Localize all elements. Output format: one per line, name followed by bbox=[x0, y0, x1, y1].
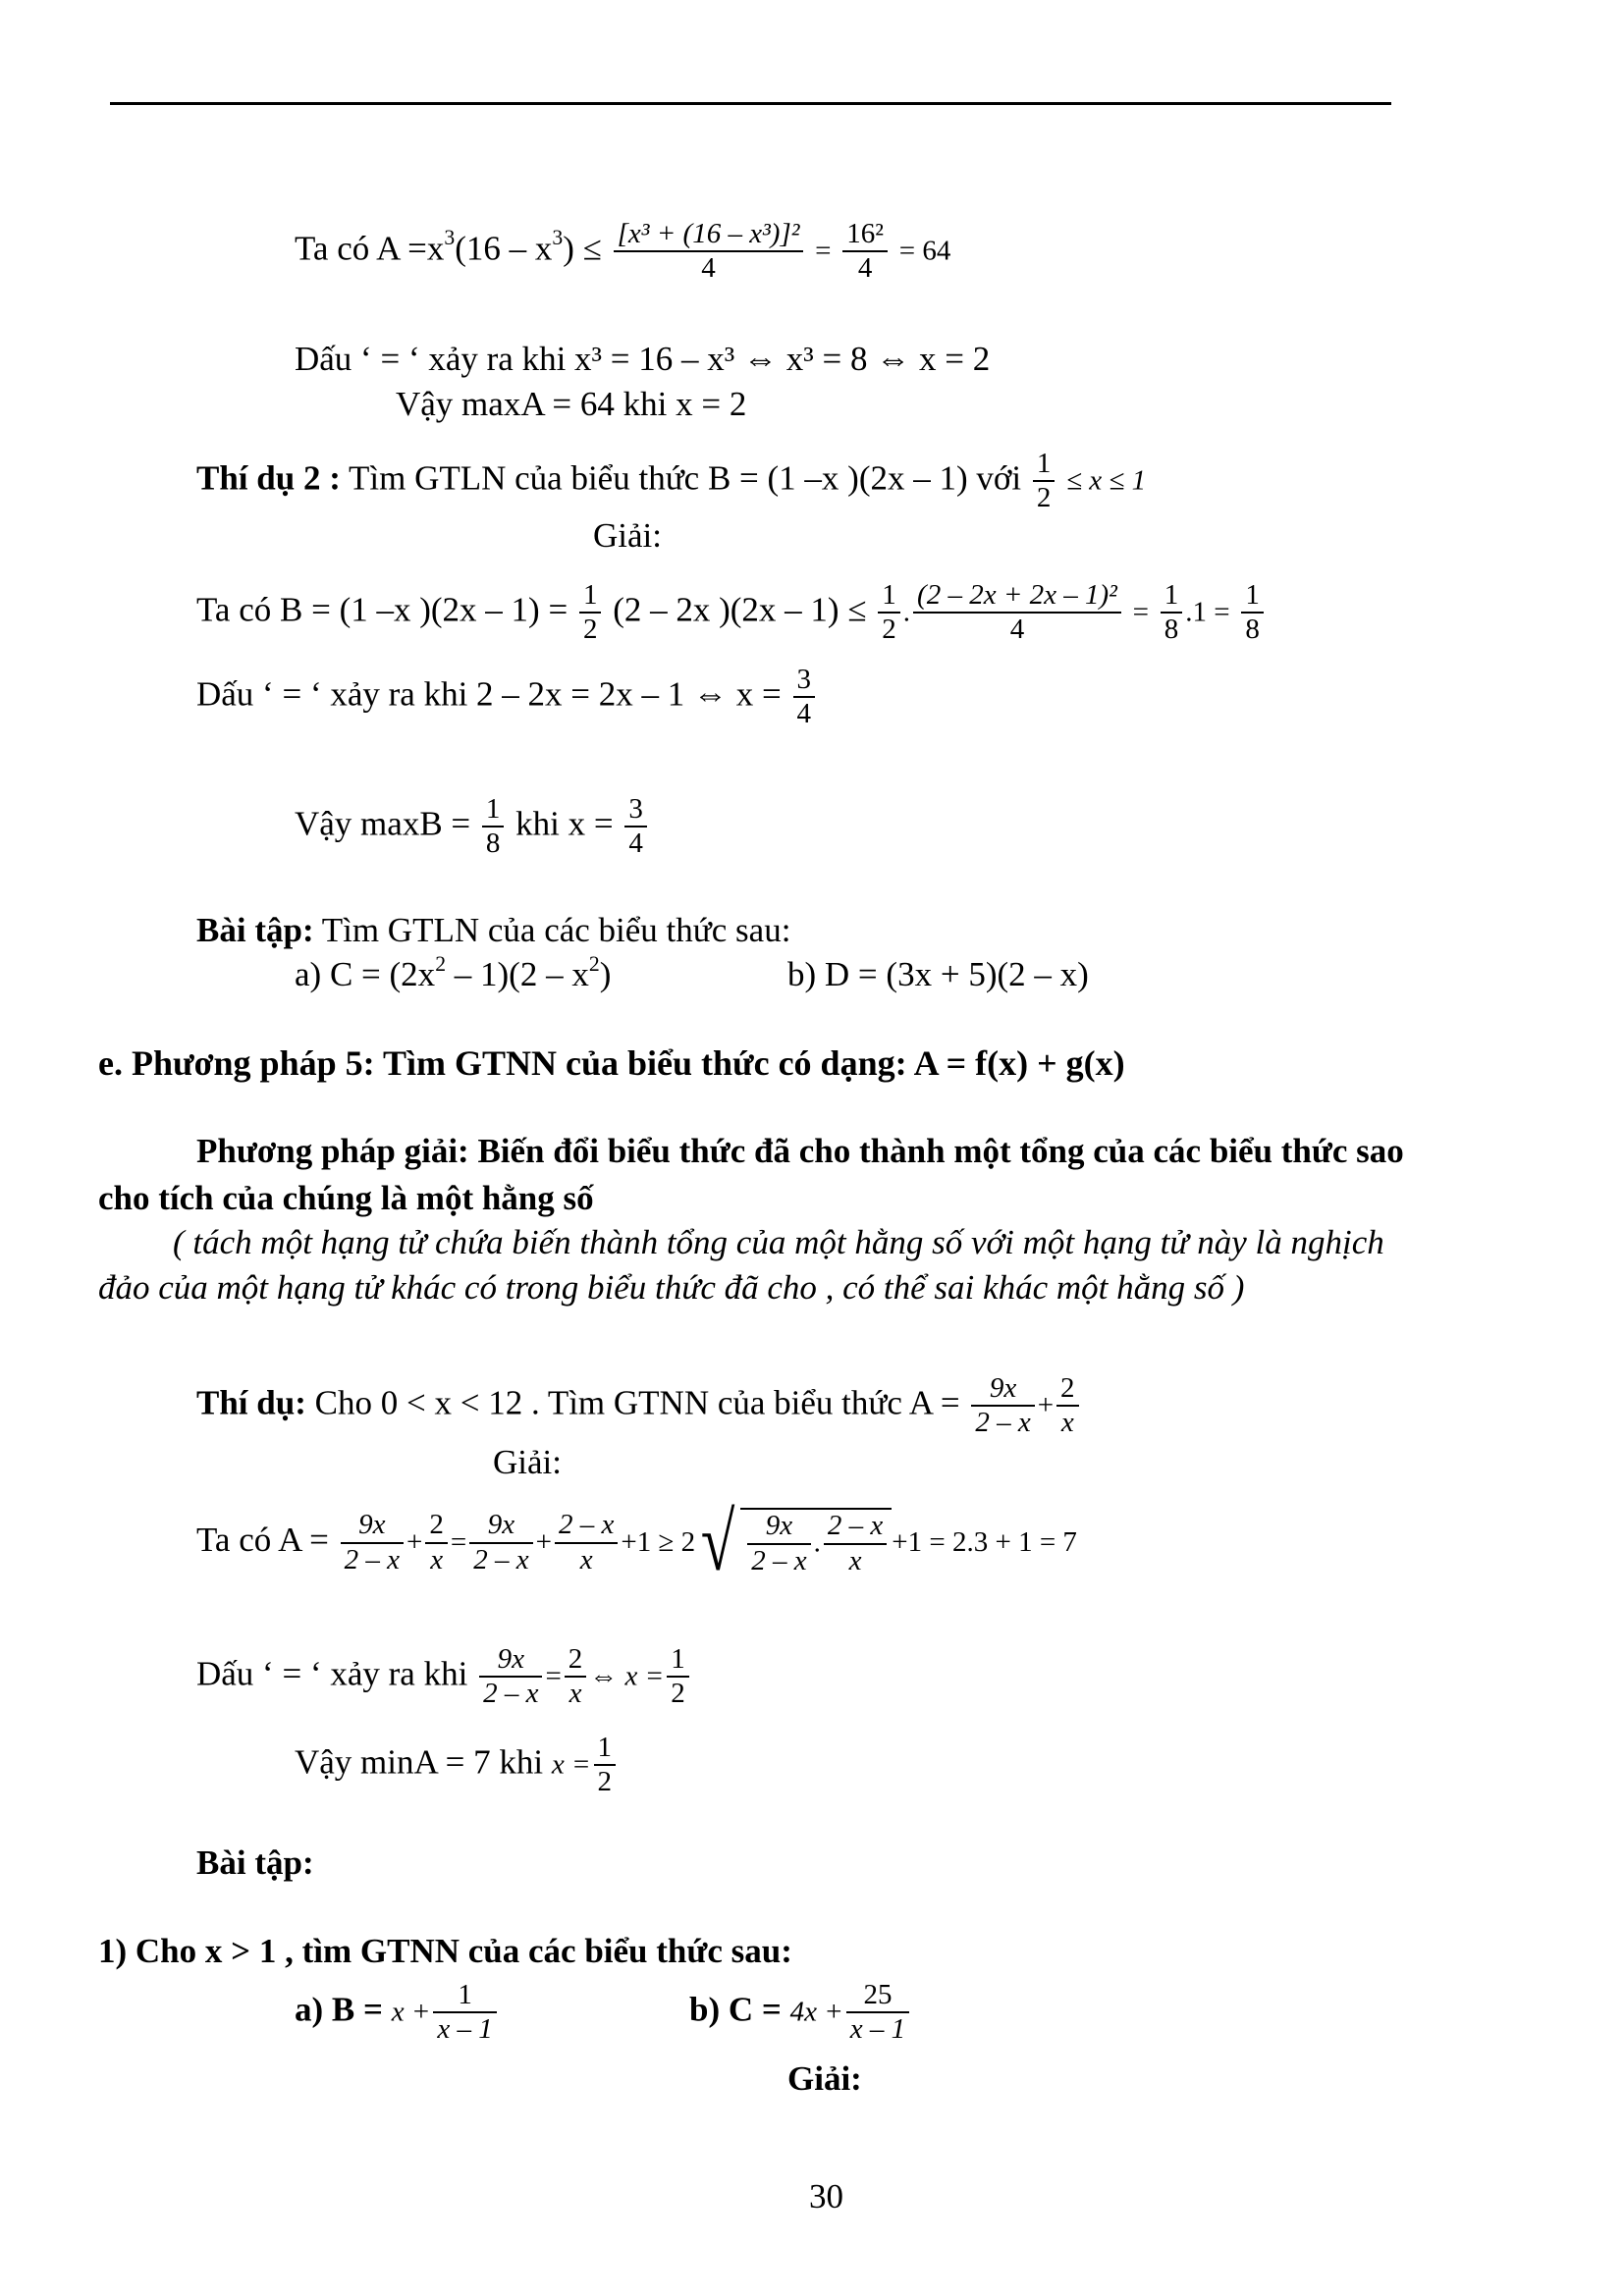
ex3-e2-den: x bbox=[568, 1678, 582, 1710]
ex3-a bbox=[341, 1509, 404, 1576]
ex3-f2 bbox=[1056, 1372, 1079, 1440]
example3-text: Cho 0 < x < 12 . Tìm GTNN của biểu thức A = bbox=[314, 1383, 960, 1422]
ex2-eighth-den: 8 bbox=[1164, 614, 1179, 646]
ex2a-frac bbox=[433, 1979, 496, 2047]
ex2-conc-mid: khi x = bbox=[515, 804, 614, 843]
ex1-frac1-den: 4 bbox=[701, 252, 716, 285]
example2-cond-frac bbox=[1033, 448, 1056, 515]
ex2-eighth bbox=[1161, 579, 1183, 647]
ex2b-expr: 4x + bbox=[789, 1996, 843, 2028]
ex3-tail: +1 = 2.3 + 1 = 7 bbox=[892, 1525, 1077, 1558]
example1-line1: Ta có $A =x^3(16 - x^3)$ ≤ $\frac{\text{[x³ + (16 – x³)]²}}{4}$ = $\frac{\text{16²}}{4}$ = 64 bbox=[295, 218, 951, 285]
ex3-sqrt: √ $\frac{9x}{2 - x}$ . $\frac{2 - x}{x}$ bbox=[695, 1506, 892, 1580]
ex2-max-den: 8 bbox=[485, 828, 501, 860]
ex2a-label: a) B = bbox=[295, 1990, 383, 2029]
ex2-half bbox=[579, 579, 602, 647]
ex2a-num: 1 bbox=[433, 1979, 496, 2013]
ex2-big-den: 4 bbox=[1009, 614, 1025, 646]
ex1-frac2-num: 16² bbox=[842, 218, 888, 252]
ex3-s2-num: 2 – x bbox=[824, 1510, 887, 1544]
ex2-res-den: 8 bbox=[1245, 614, 1260, 646]
example1-conclusion: Vậy maxA = 64 khi x = 2 bbox=[396, 385, 747, 423]
method5-heading: e. Phương pháp 5: Tìm GTNN của biểu thức có dạng: A = f(x) + g(x) bbox=[98, 1043, 1125, 1083]
ex2-prefix: Ta có B = (1 –x )(2x – 1) = bbox=[196, 590, 568, 629]
ex2-eighth-num: 1 bbox=[1161, 579, 1183, 614]
ex3-f2-num: 2 bbox=[1056, 1372, 1079, 1407]
exercise2-a bbox=[295, 1979, 500, 2047]
example2-equality bbox=[196, 664, 818, 731]
ex3-b-num: 2 bbox=[425, 1509, 448, 1543]
ex3-e1 bbox=[479, 1643, 542, 1711]
ex3-line-prefix: Ta có A = bbox=[196, 1520, 329, 1559]
exercise1-text: Tìm GTLN của các biểu thức sau: bbox=[321, 911, 791, 949]
exercise1-label: Bài tập: bbox=[196, 911, 314, 949]
exercise2-b bbox=[689, 1979, 912, 2047]
exercise1-b: b) D = (3x + 5)(2 – x) bbox=[787, 955, 1089, 993]
ex2-eqx-den: 4 bbox=[796, 698, 812, 730]
example3-statement bbox=[196, 1372, 1082, 1440]
ex3-conc-x: x = bbox=[551, 1748, 591, 1781]
ex1-frac2-den: 4 bbox=[857, 252, 873, 285]
ex3-conc-prefix: Vậy minA = 7 khi bbox=[295, 1742, 544, 1782]
exercise1-a: a) $C = (2x^2 - 1)(2 - x^2)$ bbox=[295, 951, 612, 993]
ex2b-num: 25 bbox=[846, 1979, 909, 2013]
example3-label: Thí dụ: bbox=[196, 1383, 306, 1422]
ex3-ge: +1 ≥ 2 bbox=[621, 1525, 696, 1558]
ex2-x-num: 3 bbox=[624, 793, 647, 828]
ex3-s2-den: x bbox=[848, 1544, 862, 1576]
method5-note-line1: ( tách một hạng tử chứa biến thành tổng của một hằng số với một hạng tử này là nghịch bbox=[173, 1223, 1384, 1261]
example3-conclusion bbox=[295, 1732, 619, 1799]
ex2-big-frac bbox=[913, 579, 1121, 647]
ex2-half2 bbox=[878, 579, 900, 647]
ex2-max bbox=[482, 793, 505, 861]
ex2-half2-num: 1 bbox=[878, 579, 900, 614]
ex1-mid: (16 – x bbox=[455, 229, 553, 268]
ex1-result: = 64 bbox=[898, 235, 951, 267]
ex3-s1 bbox=[747, 1510, 810, 1577]
ex3-f1-num: 9x bbox=[971, 1372, 1034, 1407]
cond-num: 1 bbox=[1033, 448, 1056, 482]
ex3-a-num: 9x bbox=[341, 1509, 404, 1543]
example3-line1: Ta có A = $\frac{9x}{2 - x}$ + $\frac{2}{x}$ = $\frac{9x}{2 - x}$ + $\frac{2 - x}{x}$ +1 ≥ 2√ $\frac{9x}{2 - x}$ . $\frac{2 - x}{x}$ +1 = 2.3 + 1 = 7 bbox=[196, 1497, 1077, 1588]
example2-solution-heading: Giải: bbox=[593, 516, 662, 555]
ex3-eq-mid: ⇔ x = bbox=[589, 1660, 665, 1692]
ex3-e1-num: 9x bbox=[479, 1643, 542, 1678]
cond-suffix: ≤ x ≤ 1 bbox=[1066, 464, 1147, 497]
ex3-conc-den: 2 bbox=[597, 1766, 613, 1798]
exercise1-heading bbox=[196, 913, 790, 947]
ex3-conc-frac bbox=[594, 1732, 617, 1799]
ex1-fraction1 bbox=[614, 218, 804, 286]
ex3-b bbox=[425, 1509, 448, 1576]
method5-desc-line2: cho tích của chúng là một hằng số bbox=[98, 1179, 594, 1217]
ex2-half-den: 2 bbox=[582, 614, 598, 646]
ex2-conc-prefix: Vậy maxB = bbox=[295, 804, 471, 843]
ex2-half2-den: 2 bbox=[882, 614, 896, 646]
ex2-result bbox=[1241, 579, 1264, 647]
ex2-big-num: (2 – 2x + 2x – 1)² bbox=[913, 579, 1121, 614]
ex3-c bbox=[469, 1509, 532, 1576]
method5-note-line2: đảo của một hạng tử khác có trong biểu thức đã cho , có thể sai khác một hằng số ) bbox=[98, 1268, 1245, 1307]
ex3-f2-den: x bbox=[1060, 1407, 1074, 1439]
ex3-c-num: 9x bbox=[469, 1509, 532, 1543]
ex3-e2-num: 2 bbox=[565, 1643, 587, 1678]
ex3-conc-num: 1 bbox=[594, 1732, 617, 1766]
example3-equality: Dấu ‘ = ‘ xảy ra khi $\frac{9x}{2 - x}$ = $\frac{2}{x}$ ⇔ x = $\frac{1}{2}$ bbox=[196, 1643, 692, 1711]
ex3-s2 bbox=[824, 1510, 887, 1577]
ex2-x-den: 4 bbox=[628, 828, 643, 860]
exercise2-label: Bài tập: bbox=[196, 1843, 314, 1882]
header-rule bbox=[110, 102, 1391, 105]
ex3-eq-prefix: Dấu ‘ = ‘ xảy ra khi bbox=[196, 1654, 468, 1693]
ex3-d-num: 2 – x bbox=[555, 1509, 618, 1543]
ex3-a-den: 2 – x bbox=[344, 1543, 401, 1575]
ex2-mid: (2 – 2x )(2x – 1) ≤ bbox=[613, 590, 867, 629]
ex3-e2 bbox=[565, 1643, 587, 1711]
ex1-prefix: Ta có A =x bbox=[295, 229, 445, 268]
example2-statement bbox=[196, 448, 1146, 515]
example2-line1: Ta có B = (1 –x )(2x – 1) = $\frac{1}{2}$ (2 – 2x )(2x – 1) ≤ $\frac{1}{2}$ . $\frac{\text{(2 – 2x + 2x – 1)²}}{4}$ = $\frac{1}{8}$ .1 = $\frac{1}{8}$ bbox=[196, 579, 1267, 647]
ex2-eq-prefix: Dấu ‘ = ‘ xảy ra khi 2 – 2x = 2x – 1 ⇔ x = bbox=[196, 674, 782, 714]
ex3-e3-num: 1 bbox=[667, 1643, 689, 1678]
ex3-e1-den: 2 – x bbox=[483, 1678, 539, 1710]
ex2a-den: x – 1 bbox=[437, 2013, 493, 2046]
ex3-e3-den: 2 bbox=[671, 1678, 685, 1710]
example2-text: Tìm GTLN của biểu thức B = (1 –x )(2x – 1) với bbox=[349, 458, 1022, 498]
ex3-plus: + bbox=[1037, 1389, 1055, 1421]
ex1-fraction2 bbox=[842, 218, 888, 286]
exercise2-solution-heading: Giải: bbox=[787, 2059, 862, 2098]
page-number: 30 bbox=[809, 2177, 843, 2216]
example1-equality: Dấu ‘ = ‘ xảy ra khi x³ = 16 – x³ ⇔ x³ = 8 ⇔ x = 2 bbox=[295, 340, 991, 378]
example2-conclusion bbox=[295, 793, 650, 861]
ex3-d-den: x bbox=[579, 1543, 593, 1575]
ex2-dot-one: .1 = bbox=[1185, 596, 1230, 628]
cond-den: 2 bbox=[1036, 482, 1052, 514]
ex1-suffix: ) ≤ bbox=[563, 229, 602, 268]
ex3-e3 bbox=[667, 1643, 689, 1711]
ex2-x bbox=[624, 793, 647, 861]
ex3-b-den: x bbox=[430, 1543, 444, 1575]
example2-label: Thí dụ 2 : bbox=[196, 458, 341, 498]
method5-desc-line1: Phương pháp giải: Biến đổi biểu thức đã cho thành một tổng của các biểu thức sao bbox=[196, 1132, 1404, 1170]
ex3-d bbox=[555, 1509, 618, 1576]
ex2b-den: x – 1 bbox=[849, 2013, 906, 2046]
ex2-eq-x bbox=[793, 664, 816, 731]
ex3-f1 bbox=[971, 1372, 1034, 1440]
ex3-c-den: 2 – x bbox=[473, 1543, 529, 1575]
ex2a-expr: x + bbox=[391, 1996, 431, 2028]
ex2b-frac bbox=[846, 1979, 909, 2047]
ex2-max-num: 1 bbox=[482, 793, 505, 828]
ex2-half-num: 1 bbox=[579, 579, 602, 614]
ex2-res-num: 1 bbox=[1241, 579, 1264, 614]
exercise2-question1: 1) Cho x > 1 , tìm GTNN của các biểu thức sau: bbox=[98, 1932, 792, 1970]
ex3-s1-num: 9x bbox=[747, 1510, 810, 1544]
ex3-s1-den: 2 – x bbox=[751, 1544, 807, 1576]
ex2b-label: b) C = bbox=[689, 1990, 782, 2029]
ex1-frac1-num: [x³ + (16 – x³)]² bbox=[614, 218, 804, 252]
ex2-eqx-num: 3 bbox=[793, 664, 816, 698]
ex3-f1-den: 2 – x bbox=[975, 1407, 1031, 1439]
example3-solution-heading: Giải: bbox=[493, 1443, 562, 1481]
